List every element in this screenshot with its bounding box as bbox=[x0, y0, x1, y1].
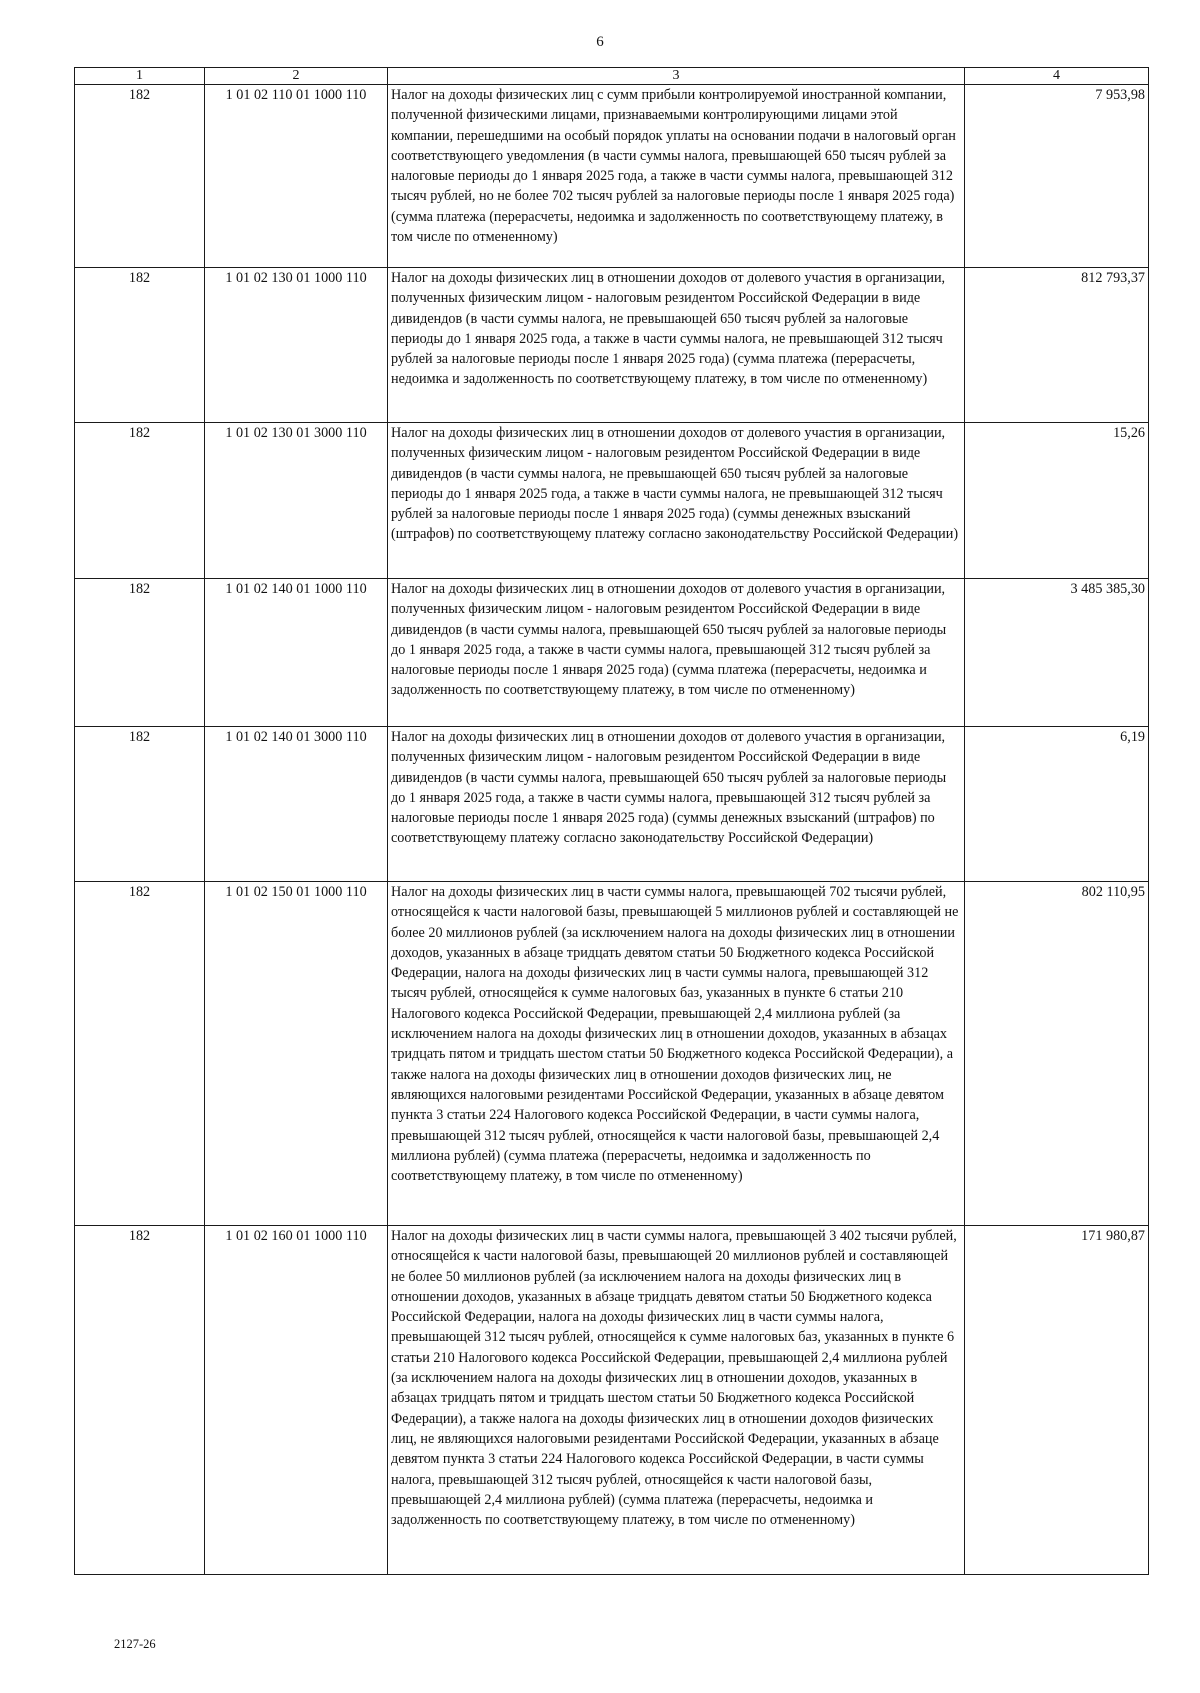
table-row bbox=[75, 268, 1149, 423]
column-header-1: 1 bbox=[75, 68, 205, 85]
budget-code-cell: 1 01 02 140 01 3000 110 bbox=[205, 727, 388, 882]
description-cell: Налог на доходы физических лиц в части суммы налога, превышающей 702 тысячи рублей, относящейся к части налоговой базы, превышающей 5 миллионов рублей и составляющей не более 20 миллионов рублей (за исключением налога на доходы физических лиц в отношении доходов, указанных в абзаце тридцать девятом статьи 50 Бюджетного кодекса Российской Федерации, налога на доходы физических лиц в части суммы налога, превышающей 312 тысяч рублей, относящейся к сумме налоговых баз, указанных в пункте 6 статьи 210 Налогового кодекса Российской Федерации, превышающей 2,4 миллиона рублей (за исключением налога на доходы физических лиц в отношении доходов, указанных в абзацах тридцать пятом и тридцать шестом статьи 50 Бюджетного кодекса Российской Федерации), а также налога на доходы физических лиц в отношении доходов физических лиц, не являющихся налоговыми резидентами Российской Федерации, указанных в абзаце девятом пункта 3 статьи 224 Налогового кодекса Российской Федерации, в части суммы налога, превышающей 312 тысяч рублей, относящейся к части налоговой базы, превышающей 2,4 миллиона рублей) (сумма платежа (перерасчеты, недоимка и задолженность по соответствующему платежу, в том числе по отмененному) bbox=[388, 882, 965, 1226]
amount-cell: 6,19 bbox=[965, 727, 1149, 882]
description-cell: Налог на доходы физических лиц в отношении доходов от долевого участия в организации, полученных физическим лицом - налоговым резидентом Российской Федерации в виде дивидендов (в части суммы налога, превышающей 650 тысяч рублей за налоговые периоды до 1 января 2025 года, а также в части суммы налога, превышающей 312 тысяч рублей за налоговые периоды после 1 января 2025 года) (суммы денежных взысканий (штрафов) по соответствующему платежу согласно законодательству Российской Федерации) bbox=[388, 727, 965, 882]
page-number: 6 bbox=[596, 34, 604, 50]
header-row bbox=[75, 68, 1149, 85]
column-header-2: 2 bbox=[205, 68, 388, 85]
table-row bbox=[75, 85, 1149, 268]
amount-cell: 3 485 385,30 bbox=[965, 579, 1149, 727]
budget-code-cell: 1 01 02 130 01 3000 110 bbox=[205, 423, 388, 579]
table-row bbox=[75, 1226, 1149, 1575]
admin-code-cell: 182 bbox=[75, 579, 205, 727]
budget-code-cell: 1 01 02 160 01 1000 110 bbox=[205, 1226, 388, 1575]
amount-cell: 171 980,87 bbox=[965, 1226, 1149, 1575]
column-header-4: 4 bbox=[965, 68, 1149, 85]
budget-code-cell: 1 01 02 130 01 1000 110 bbox=[205, 268, 388, 423]
admin-code-cell: 182 bbox=[75, 882, 205, 1226]
table-row bbox=[75, 727, 1149, 882]
amount-cell: 7 953,98 bbox=[965, 85, 1149, 268]
description-cell: Налог на доходы физических лиц в отношении доходов от долевого участия в организации, полученных физическим лицом - налоговым резидентом Российской Федерации в виде дивидендов (в части суммы налога, не превышающей 650 тысяч рублей за налоговые периоды до 1 января 2025 года, а также в части суммы налога, не превышающей 312 тысяч рублей за налоговые периоды после 1 января 2025 года) (сумма платежа (перерасчеты, недоимка и задолженность по соответствующему платежу, в том числе по отмененному) bbox=[388, 268, 965, 423]
amount-cell: 15,26 bbox=[965, 423, 1149, 579]
table-row bbox=[75, 423, 1149, 579]
column-header-3: 3 bbox=[388, 68, 965, 85]
admin-code-cell: 182 bbox=[75, 85, 205, 268]
description-cell: Налог на доходы физических лиц в отношении доходов от долевого участия в организации, полученных физическим лицом - налоговым резидентом Российской Федерации в виде дивидендов (в части суммы налога, превышающей 650 тысяч рублей за налоговые периоды до 1 января 2025 года, а также в части суммы налога, превышающей 312 тысяч рублей за налоговые периоды после 1 января 2025 года) (сумма платежа (перерасчеты, недоимка и задолженность по соответствующему платежу, в том числе по отмененному) bbox=[388, 579, 965, 727]
budget-code-cell: 1 01 02 150 01 1000 110 bbox=[205, 882, 388, 1226]
admin-code-cell: 182 bbox=[75, 1226, 205, 1575]
amount-cell: 802 110,95 bbox=[965, 882, 1149, 1226]
description-cell: Налог на доходы физических лиц в отношении доходов от долевого участия в организации, полученных физическим лицом - налоговым резидентом Российской Федерации в виде дивидендов (в части суммы налога, не превышающей 650 тысяч рублей за налоговые периоды до 1 января 2025 года, а также в части суммы налога, не превышающей 312 тысяч рублей за налоговые периоды после 1 января 2025 года) (суммы денежных взысканий (штрафов) по соответствующему платежу согласно законодательству Российской Федерации) bbox=[388, 423, 965, 579]
admin-code-cell: 182 bbox=[75, 268, 205, 423]
budget-code-cell: 1 01 02 140 01 1000 110 bbox=[205, 579, 388, 727]
amount-cell: 812 793,37 bbox=[965, 268, 1149, 423]
document-code: 2127-26 bbox=[114, 1637, 156, 1651]
revenue-table bbox=[74, 67, 1149, 1575]
budget-code-cell: 1 01 02 110 01 1000 110 bbox=[205, 85, 388, 268]
table-row bbox=[75, 579, 1149, 727]
admin-code-cell: 182 bbox=[75, 727, 205, 882]
description-cell: Налог на доходы физических лиц с сумм прибыли контролируемой иностранной компании, полученной физическими лицами, признаваемыми контролирующими лицами этой компании, перешедшими на особый порядок уплаты на основании подачи в налоговый орган соответствующего уведомления (в части суммы налога, превышающей 650 тысяч рублей за налоговые периоды до 1 января 2025 года, а также в части суммы налога, превышающей 312 тысяч рублей, но не более 702 тысяч рублей за налоговые периоды после 1 января 2025 года) (сумма платежа (перерасчеты, недоимка и задолженность по соответствующему платежу, в том числе по отмененному) bbox=[388, 85, 965, 268]
admin-code-cell: 182 bbox=[75, 423, 205, 579]
table-row bbox=[75, 882, 1149, 1226]
description-cell: Налог на доходы физических лиц в части суммы налога, превышающей 3 402 тысячи рублей, относящейся к части налоговой базы, превышающей 20 миллионов рублей и составляющей не более 50 миллионов рублей (за исключением налога на доходы физических лиц в отношении доходов, указанных в абзаце тридцать девятом статьи 50 Бюджетного кодекса Российской Федерации, налога на доходы физических лиц в части суммы налога, превышающей 312 тысяч рублей, относящейся к сумме налоговых баз, указанных в пункте 6 статьи 210 Налогового кодекса Российской Федерации, превышающей 2,4 миллиона рублей (за исключением налога на доходы физических лиц в отношении доходов, указанных в абзацах тридцать пятом и тридцать шестом статьи 50 Бюджетного кодекса Российской Федерации), а также налога на доходы физических лиц в отношении доходов физических лиц, не являющихся налоговыми резидентами Российской Федерации, указанных в абзаце девятом пункта 3 статьи 224 Налогового кодекса Российской Федерации, в части суммы налога, превышающей 312 тысяч рублей, относящейся к части налоговой базы, превышающей 2,4 миллиона рублей) (сумма платежа (перерасчеты, недоимка и задолженность по соответствующему платежу, в том числе по отмененному) bbox=[388, 1226, 965, 1575]
